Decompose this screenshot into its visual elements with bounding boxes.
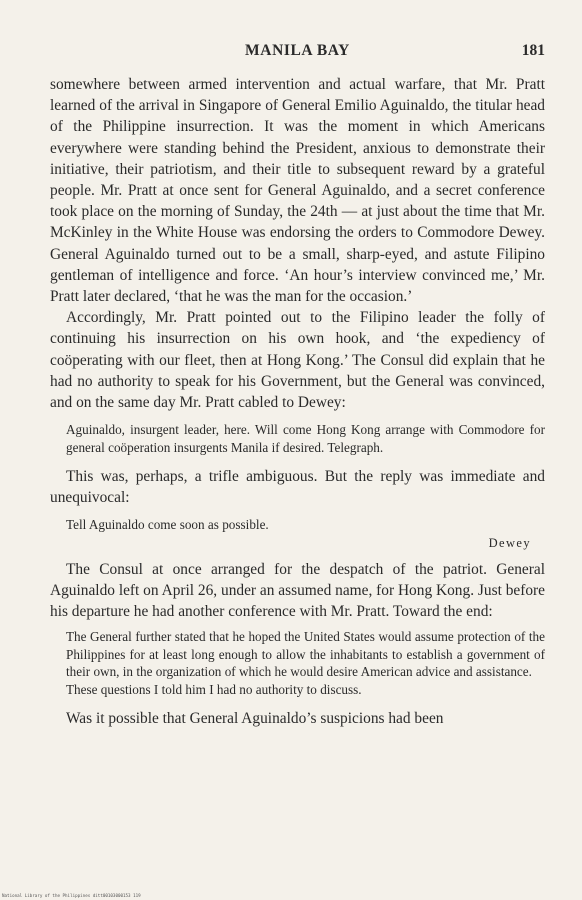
page-number: 181	[521, 42, 545, 59]
paragraph-1: somewhere between armed intervention and actual warfare, that Mr. Pratt learned of the arrival in Singapore of General Emilio Aguinaldo, the titular head of the Philippine insurrection. It was the moment in which Americans everywhere were standing behind the President, anxious to demonstrate their initiative, their patriotism, and their title to subsequent reward by a grateful people. Mr. Pratt at once sent for General Aguinaldo, and a secret conference took place on the morning of Sunday, the 24th — at just about the time that Mr. McKinley in the White House was endorsing the orders to Commodore Dewey. General Aguinaldo turned out to be a small, sharp-eyed, and astute Filipino gentleman of intelligence and force. ‘An hour’s interview convinced me,’ Mr. Pratt later declared, ‘that he was the man for the occasion.’	[50, 76, 545, 306]
running-head	[50, 42, 545, 64]
paragraph-2: Accordingly, Mr. Pratt pointed out to the Filipino leader the folly of continuing his insurrection on his own hook, and ‘the expediency of coöperating with our fleet, then at Hong Kong.’ The Consul did explain that he had no authority to speak for his Government, but the General was convinced, and on the same day Mr. Pratt cabled to Dewey:	[50, 309, 545, 412]
quote-signature: Dewey	[488, 535, 531, 550]
paragraph-3: This was, perhaps, a trifle ambiguous. But the reply was immediate and unequivocal:	[50, 468, 545, 507]
quote-general-statement: The General further stated that he hoped the United States would assume protection of the Philippines for at least long enough to allow the inhabitants to establish a government of their own, in the organization of which he would desire American advice and assistance.	[66, 629, 545, 680]
quote-cable-dewey: Tell Aguinaldo come soon as possible.	[66, 517, 269, 533]
paragraph-5: Was it possible that General Aguinaldo’s suspicions had been	[66, 710, 444, 728]
chapter-title: MANILA BAY	[245, 42, 350, 59]
quote-no-authority: These questions I told him I had no authority to discuss.	[66, 681, 362, 697]
quote-cable-pratt: Aguinaldo, insurgent leader, here. Will come Hong Kong arrange with Commodore for general coöperation insurgents Manila if desired. Telegraph.	[66, 422, 545, 455]
body-text	[50, 74, 545, 729]
scan-imprint: National Library of the Philippines ditt00103000153 119	[2, 893, 141, 898]
paragraph-4: The Consul at once arranged for the despatch of the patriot. General Aguinaldo left on April 26, under an assumed name, for Hong Kong. Just before his departure he had another conference with Mr. Pratt. Toward the end:	[50, 560, 545, 621]
